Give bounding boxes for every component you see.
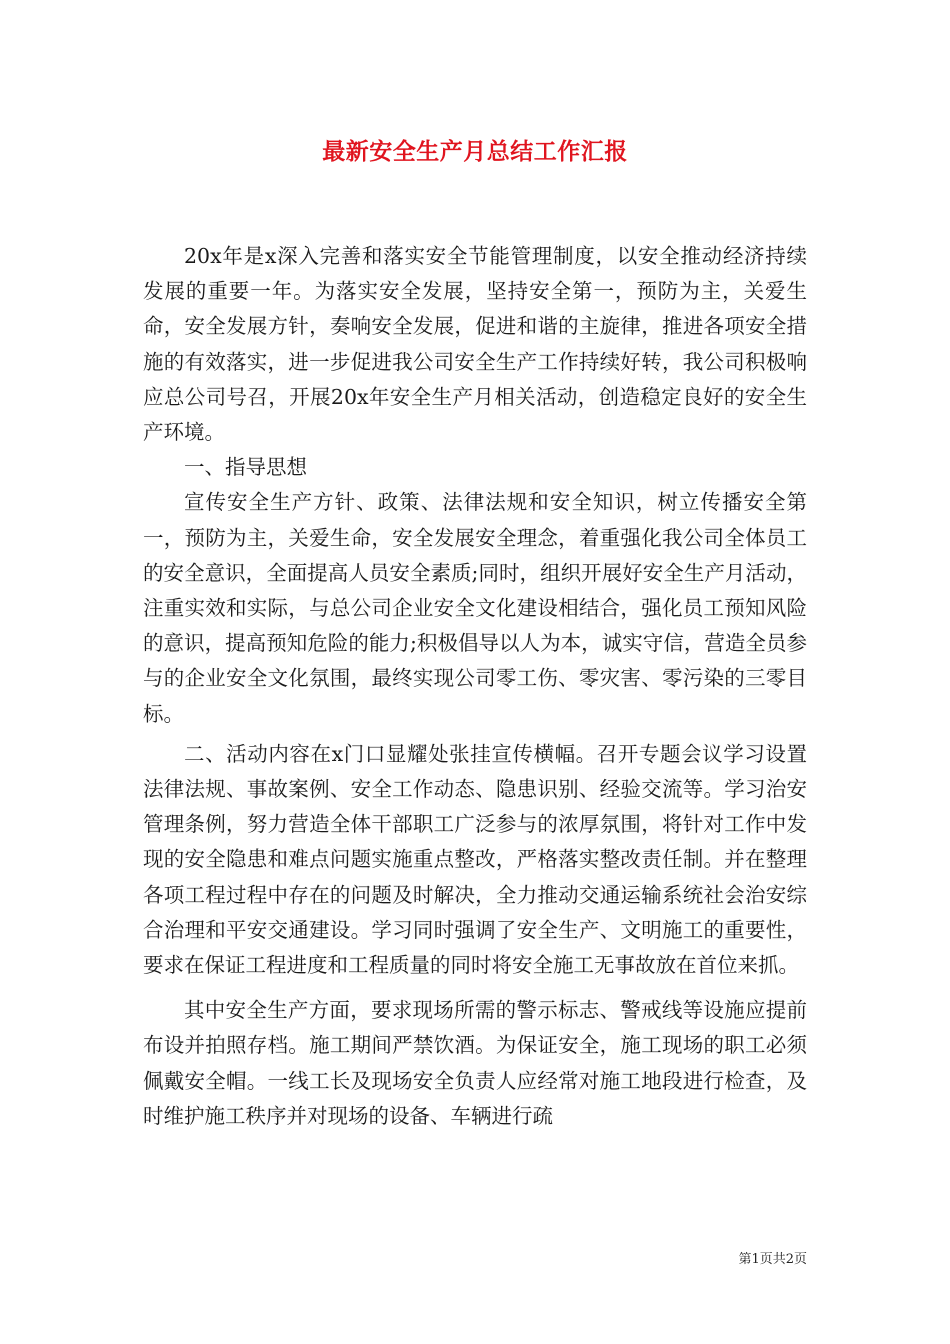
paragraph-activity-content: 二、活动内容在x门口显耀处张挂宣传横幅。召开专题会议学习设置法律法规、事故案例、安全工作动态、隐患识别、经验交流等。学习治安管理条例，努力营造全体干部职工广泛参与的浓厚氛围，将针对工作中发现的安全隐患和难点问题实施重点整改，严格落实整改责任制。并在整理各项工程过程中存在的问题及时解决，全力推动交通运输系统社会治安综合治理和平安交通建设。学习同时强调了安全生产、文明施工的重要性，要求在保证工程进度和工程质量的同时将安全施工无事故放在首位来抓。 [143,741,807,978]
page-number: 第1页共2页 [738,1252,807,1267]
document-body [143,239,807,1134]
paragraph-intro: 20x年是x深入完善和落实安全节能管理制度，以安全推动经济持续发展的重要一年。为落实安全发展，坚持安全第一，预防为主，关爱生命，安全发展方针，奏响安全发展，促进和谐的主旋律，推进各项安全措施的有效落实，进一步促进我公司安全生产工作持续好转，我公司积极响应总公司号召，开展20x年安全生产月相关活动，创造稳定良好的安全生产环境。 [143,244,807,445]
section-heading-guiding-ideology: 一、指导思想 [184,455,307,480]
paragraph-safety-production: 其中安全生产方面，要求现场所需的警示标志、警戒线等设施应提前布设并拍照存档。施工期间严禁饮酒。为保证安全，施工现场的职工必须佩戴安全帽。一线工长及现场安全负责人应经常对施工地段进行检查，及时维护施工秩序并对现场的设备、车辆进行疏 [143,998,807,1128]
document-title: 最新安全生产月总结工作汇报 [322,139,628,165]
paragraph-guiding-ideology: 宣传安全生产方针、政策、法律法规和安全知识，树立传播安全第一，预防为主，关爱生命，安全发展安全理念，着重强化我公司全体员工的安全意识，全面提高人员安全素质;同时，组织开展好安全生产月活动，注重实效和实际，与总公司企业安全文化建设相结合，强化员工预知风险的意识，提高预知危险的能力;积极倡导以人为本，诚实守信，营造全员参与的企业安全文化氛围，最终实现公司零工伤、零灾害、零污染的三零目标。 [143,490,807,726]
